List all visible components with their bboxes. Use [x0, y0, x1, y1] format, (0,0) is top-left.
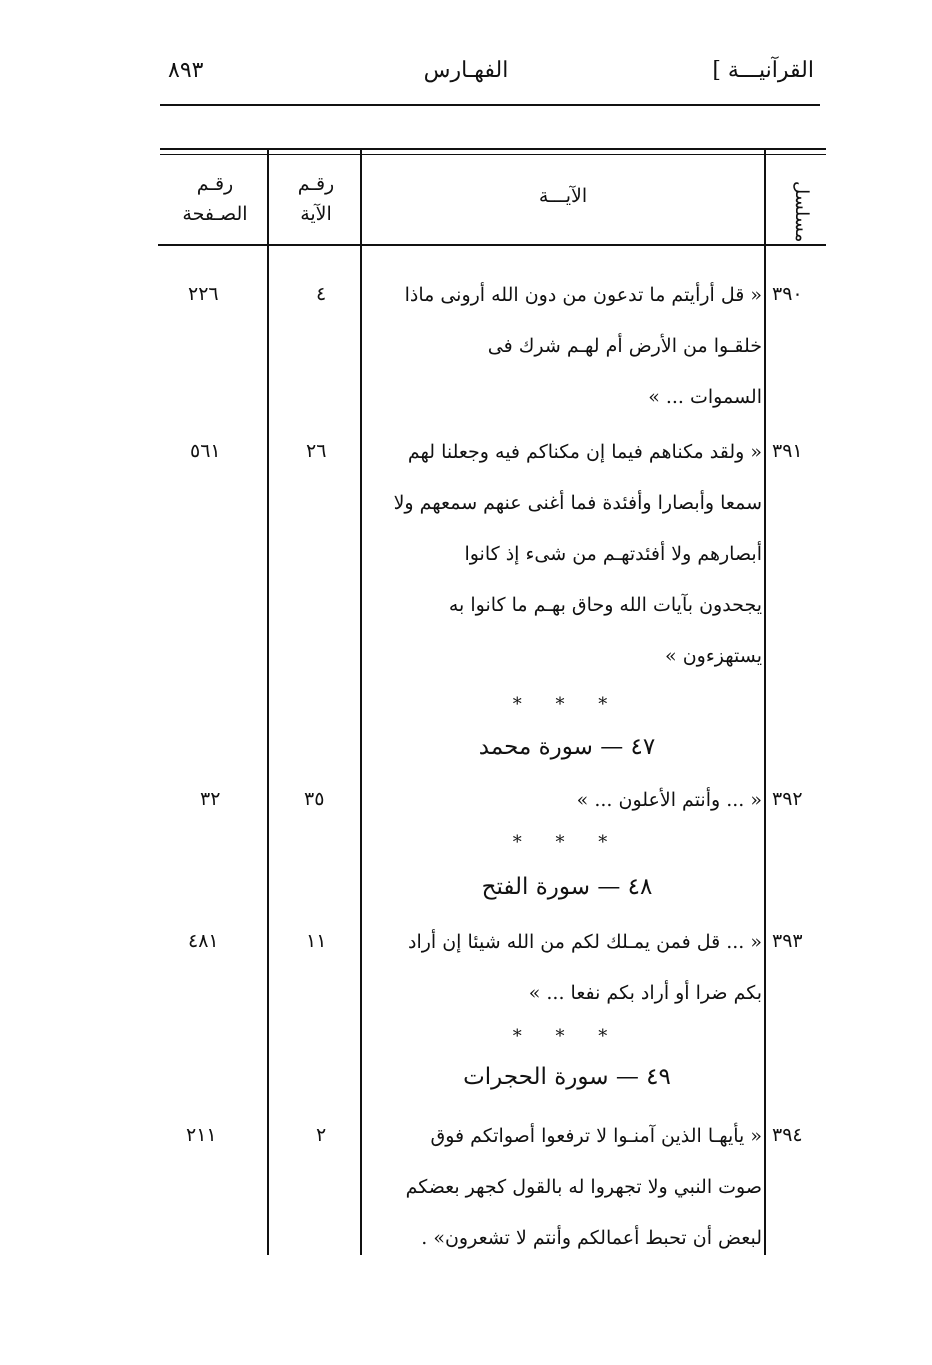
column-header-page-number-line1: رقـم — [196, 173, 234, 195]
verse-line: « يأيهـا الذين آمنـوا لا ترفعوا أصواتكم فوق — [430, 1125, 762, 1147]
row-page-number: ٤٨١ — [188, 930, 219, 952]
row-page-number: ٥٦١ — [190, 440, 221, 462]
row-verse — [372, 270, 762, 423]
verse-line: « ولقد مكناهم فيما إن مكناكم فيه وجعلنا لهم — [407, 441, 762, 463]
verse-line: يجحدون بآيات الله وحاق بهـم ما كانوا به — [448, 594, 762, 616]
running-header-section: الفهـارس — [423, 58, 509, 83]
section-separator: * * * — [512, 694, 622, 715]
column-header-page-number-line2: الصـفحة — [182, 203, 248, 225]
surah-heading: ٤٩ — سورة الحجرات — [463, 1064, 671, 1090]
verse-line: « ... وأنتم الأعلون ... » — [576, 789, 762, 811]
row-verse — [372, 427, 762, 682]
section-separator: * * * — [512, 1026, 622, 1047]
row-verse — [372, 1111, 762, 1264]
row-verse — [372, 917, 762, 1019]
page-number: ٨٩٣ — [168, 58, 204, 83]
verse-line: يستهزءون » — [665, 645, 762, 667]
surah-heading: ٤٧ — سورة محمد — [478, 734, 656, 760]
verse-line: « قل أرأيتم ما تدعون من دون الله أرونى ماذا — [404, 284, 762, 306]
surah-heading: ٤٨ — سورة الفتح — [481, 874, 653, 900]
column-header-verse: الآيـــة — [538, 185, 588, 207]
row-serial: ٣٩٤ — [772, 1124, 803, 1146]
table-head-rule — [158, 244, 826, 246]
verse-line: السموات ... » — [648, 386, 762, 408]
row-verse-number: ٤ — [316, 283, 327, 305]
verse-line: خلقـوا من الأرض أم لهـم شرك فى — [487, 335, 762, 357]
row-page-number: ٣٢ — [200, 788, 221, 810]
table-top-rule-inner — [160, 154, 826, 155]
verse-line: « ... قل فمن يمـلك لكم من الله شيئا إن أراد — [408, 931, 762, 953]
row-serial: ٣٩٣ — [772, 930, 803, 952]
table-top-rule — [160, 148, 826, 150]
column-divider-serial — [764, 150, 766, 1255]
section-separator: * * * — [512, 832, 622, 853]
running-header-title: القرآنيـــة ] — [712, 58, 814, 83]
row-serial: ٣٩٠ — [772, 283, 803, 305]
column-divider-verse-number — [267, 150, 269, 1255]
column-header-verse-number-line2: الآية — [300, 203, 332, 225]
row-verse-number: ٢٦ — [306, 440, 327, 462]
verse-line: سمعا وأبصارا وأفئدة فما أغنى عنهم سمعهم ولا — [393, 492, 762, 514]
row-verse-number: ٢ — [316, 1124, 327, 1146]
row-serial: ٣٩١ — [772, 440, 803, 462]
column-header-verse-number-line1: رقـم — [297, 173, 335, 195]
column-divider-verse — [360, 150, 362, 1255]
row-verse-number: ٣٥ — [304, 788, 325, 810]
row-verse — [372, 775, 762, 826]
verse-line: لبعض أن تحبط أعمالكم وأنتم لا تشعرون» . — [421, 1227, 762, 1249]
verse-line: أبصارهم ولا أفئدتهـم من شىء إذ كانوا — [464, 543, 762, 565]
row-page-number: ٢٢٦ — [188, 283, 219, 305]
row-serial: ٣٩٢ — [772, 788, 803, 810]
row-verse-number: ١١ — [306, 930, 327, 952]
verse-line: صوت النبي ولا تجهروا له بالقول كجهر بعضكم — [405, 1176, 762, 1198]
header-rule — [160, 104, 820, 106]
row-page-number: ٢١١ — [186, 1124, 217, 1146]
column-header-serial: مسلسل — [791, 180, 812, 242]
verse-line: بكم ضرا أو أراد بكم نفعا ... » — [528, 982, 762, 1004]
